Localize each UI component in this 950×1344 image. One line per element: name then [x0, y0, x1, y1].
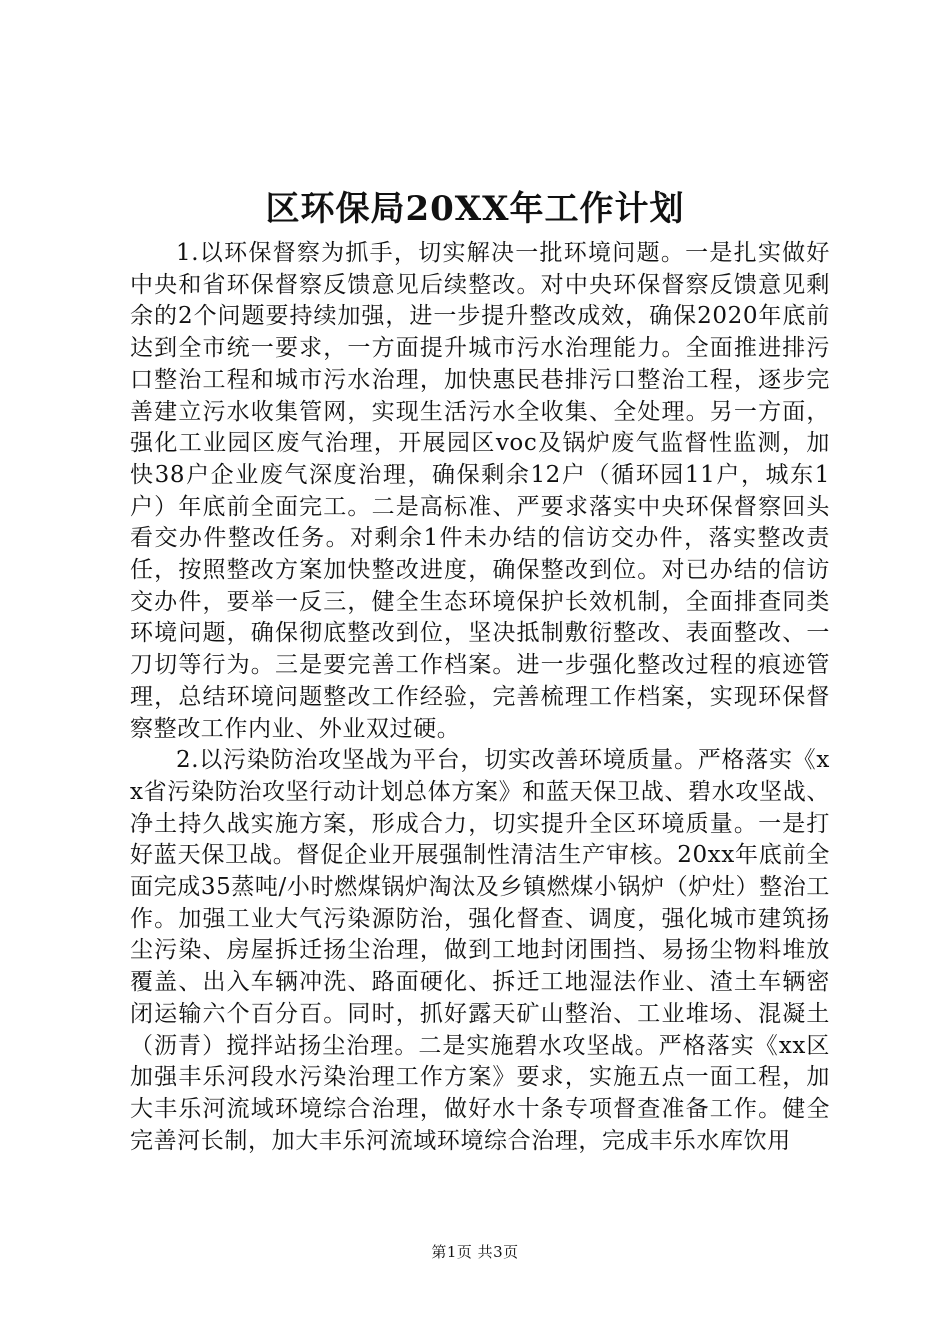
page-footer: 第1页 共3页 — [431, 1243, 519, 1261]
paragraph-1: 1.以环保督察为抓手，切实解决一批环境问题。一是扎实做好中央和省环保督察反馈意见后续整改。对中央环保督察反馈意见剩余的2个问题要持续加强，进一步提升整改成效，确保2020年底前达到全市统一要求，一方面提升城市污水治理能力。全面推进排污口整治工程和城市污水治理，加快惠民巷排污口整治工程，逐步完善建立污水收集管网，实现生活污水全收集、全处理。另一方面，强化工业园区废气治理，开展园区voc及锅炉废气监督性监测，加快38户企业废气深度治理，确保剩余12户（循环园11户，城东1户）年底前全面完工。二是高标准、严要求落实中央环保督察回头看交办件整改任务。对剩余1件未办结的信访交办件，落实整改责任，按照整改方案加快整改进度，确保整改到位。对已办结的信访交办件，要举一反三，健全生态环境保护长效机制，全面排查同类环境问题，确保彻底整改到位，坚决抵制敷衍整改、表面整改、一刀切等行为。三是要完善工作档案。进一步强化整改过程的痕迹管理，总结环境问题整改工作经验，完善梳理工作档案，实现环保督察整改工作内业、外业双过硬。 — [130, 240, 830, 742]
document-body — [130, 238, 830, 1157]
document-title: 区环保局20XX年工作计划 — [265, 189, 685, 229]
paragraph-2: 2.以污染防治攻坚战为平台，切实改善环境质量。严格落实《xx省污染防治攻坚行动计划总体方案》和蓝天保卫战、碧水攻坚战、净土持久战实施方案，形成合力，切实提升全区环境质量。一是打好蓝天保卫战。督促企业开展强制性清洁生产审核。20xx年底前全面完成35蒸吨/小时燃煤锅炉淘汰及乡镇燃煤小锅炉（炉灶）整治工作。加强工业大气污染源防治，强化督查、调度，强化城市建筑扬尘污染、房屋拆迁扬尘治理，做到工地封闭围挡、易扬尘物料堆放覆盖、出入车辆冲洗、路面硬化、拆迁工地湿法作业、渣土车辆密闭运输六个百分百。同时，抓好露天矿山整治、工业堆场、混凝土（沥青）搅拌站扬尘治理。二是实施碧水攻坚战。严格落实《xx区加强丰乐河段水污染治理工作方案》要求，实施五点一面工程，加大丰乐河流域环境综合治理，做好水十条专项督查准备工作。健全完善河长制，加大丰乐河流域环境综合治理，完成丰乐水库饮用 — [130, 747, 830, 1154]
